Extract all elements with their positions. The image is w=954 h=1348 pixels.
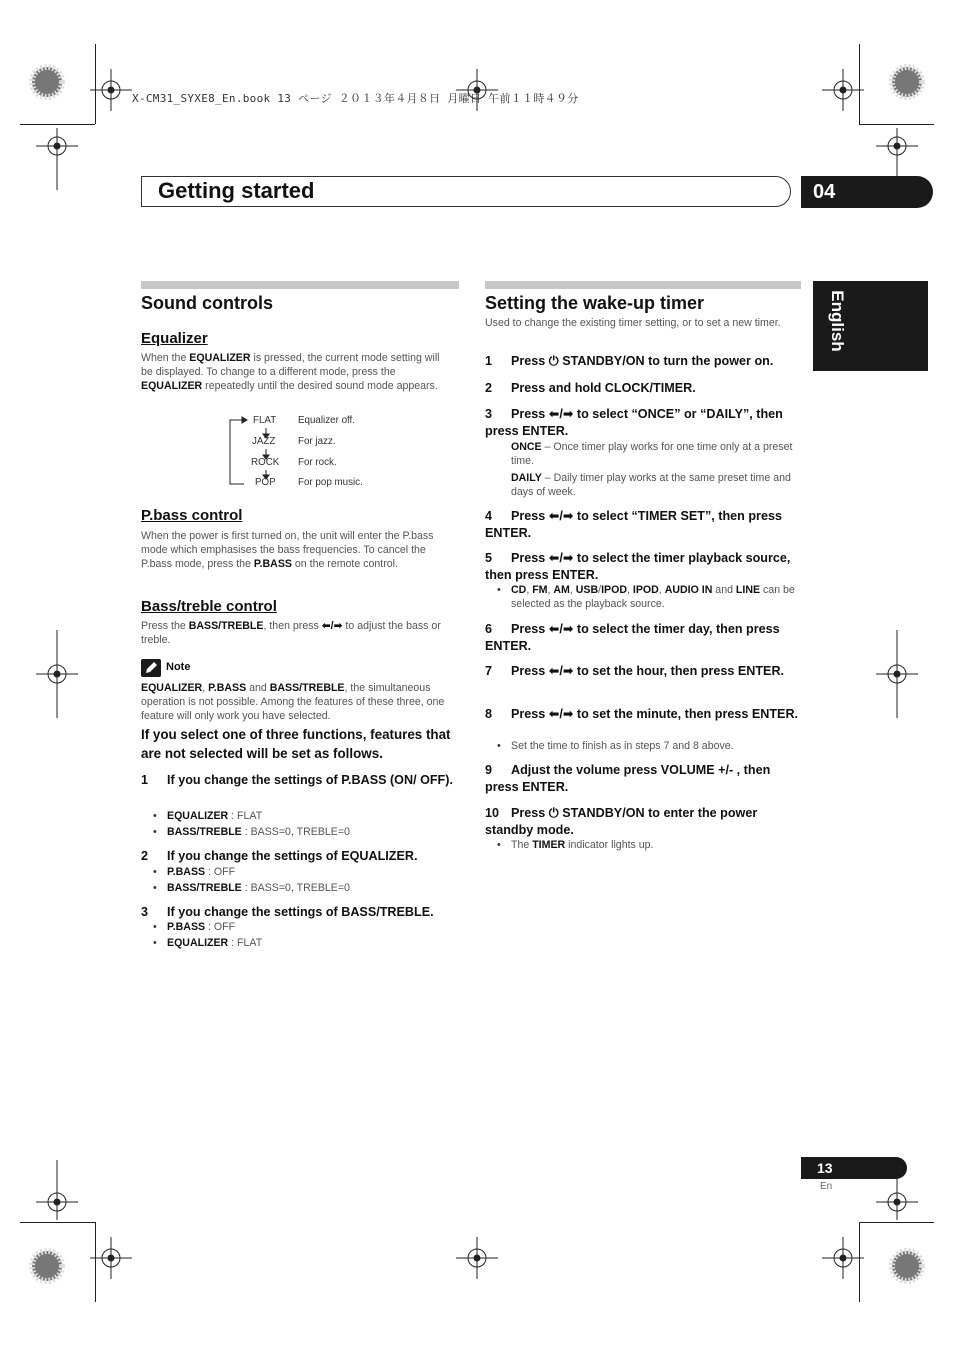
list-item: • EQUALIZER : FLAT [141, 935, 459, 951]
section-bar [485, 281, 801, 289]
step-number: 3 [141, 905, 149, 919]
page-language: En [820, 1181, 833, 1192]
step-text: Press ⬅/➡ to select “ONCE” or “DAILY”, then press ENTER. [485, 407, 783, 438]
right-step [485, 406, 801, 440]
step10-bullets [485, 837, 801, 853]
step-number: 1 [141, 773, 149, 787]
daily-description: DAILY – Daily timer play works at the same preset time and days of week. [511, 472, 791, 498]
registration-target [36, 128, 78, 190]
list-item: • EQUALIZER : FLAT [141, 808, 459, 824]
right-step [485, 353, 805, 370]
right-step [485, 508, 801, 542]
registration-target [90, 69, 132, 111]
eq-mode-name: POP [255, 477, 276, 488]
list-item: • Set the time to finish as in steps 7 and 8 above. [485, 738, 801, 754]
note-bold-text: If you select one of three functions, features that are not selected will be set as follows. [141, 727, 451, 761]
list-item: • CD, FM, AM, USB/IPOD, IPOD, AUDIO IN and LINE can be selected as the playback source. [485, 583, 801, 611]
registration-target [36, 1160, 78, 1220]
step-number: 9 [485, 763, 493, 777]
step-text: Press ⬅/➡ to set the hour, then press ENTER. [511, 664, 785, 678]
step-number: 8 [485, 707, 493, 721]
step-text: If you change the settings of EQUALIZER. [167, 849, 418, 863]
bass-treble-heading: Bass/treble control [141, 598, 277, 615]
note-text: EQUALIZER, P.BASS and BASS/TREBLE, the simultaneous operation is not possible. Among the features of these three, one feature will only work you have selected. [141, 682, 445, 722]
registration-target [822, 1237, 864, 1279]
sound-controls-title: Sound controls [141, 293, 273, 313]
book-info-line: X-CM31_SYXE8_En.book 13 ページ ２０１３年４月８日 月曜日 午前１１時４９分 [132, 92, 579, 105]
bass-treble-text: Press the BASS/TREBLE, then press ⬅/➡ to adjust the bass or treble. [141, 620, 441, 646]
registration-target [876, 630, 918, 718]
equalizer-text: When the EQUALIZER is pressed, the current mode setting will be displayed. To change to a different mode, press the EQUALIZER repeatedly until the desired sound mode appears. [141, 352, 440, 392]
eq-mode-desc: For jazz. [298, 436, 336, 447]
registration-target [36, 630, 78, 718]
list-item: • The TIMER indicator lights up. [485, 837, 801, 853]
pbass-heading: P.bass control [141, 507, 243, 524]
step-text: Press ⬅/➡ to select the timer day, then press ENTER. [485, 622, 780, 653]
step-number: 4 [485, 509, 493, 523]
eq-mode-name: JAZZ [252, 436, 276, 447]
once-description: ONCE – Once timer play works for one time only at a preset time. [511, 441, 793, 467]
language-tab-label: English [828, 290, 847, 352]
page-title: Getting started [158, 178, 315, 203]
step-number: 6 [485, 622, 493, 636]
language-tab [813, 281, 928, 371]
list-item: • BASS/TREBLE : BASS=0, TREBLE=0 [141, 880, 459, 896]
left-step-bullets [141, 864, 459, 896]
step8-bullets [485, 738, 801, 754]
list-item: • P.BASS : OFF [141, 864, 459, 880]
step-text: Press ⬅/➡ to set the minute, then press ENTER. [511, 707, 799, 721]
step-text: Press ⏻ STANDBY/ON to turn the power on. [511, 354, 774, 368]
note-label: Note [166, 661, 191, 673]
right-step [485, 805, 801, 839]
right-step [485, 762, 801, 796]
left-step [141, 772, 459, 789]
source-bullets [485, 583, 801, 611]
step-number: 1 [485, 354, 493, 368]
registration-target [822, 69, 864, 111]
left-step [141, 848, 459, 865]
right-step [485, 706, 801, 723]
registration-target [456, 1237, 498, 1279]
step-text: Press ⬅/➡ to select the timer playback source, then press ENTER. [485, 551, 791, 582]
step-text: If you change the settings of BASS/TREBLE. [167, 905, 434, 919]
step-number: 2 [485, 381, 493, 395]
registration-target [90, 1237, 132, 1279]
eq-mode-name: ROCK [251, 457, 280, 468]
step-number: 3 [485, 407, 493, 421]
eq-mode-desc: For pop music. [298, 477, 363, 488]
wake-up-timer-title: Setting the wake-up timer [485, 293, 705, 313]
eq-mode-desc: Equalizer off. [298, 415, 356, 426]
wake-up-timer-intro: Used to change the existing timer setting, or to set a new timer. [485, 317, 781, 329]
left-step-bullets [141, 919, 459, 951]
list-item: • BASS/TREBLE : BASS=0, TREBLE=0 [141, 824, 459, 840]
section-bar [141, 281, 459, 289]
step-text: Press and hold CLOCK/TIMER. [511, 381, 696, 395]
step-text: Press ⏻ STANDBY/ON to enter the power standby mode. [485, 806, 758, 837]
equalizer-heading: Equalizer [141, 330, 208, 347]
step-number: 7 [485, 664, 493, 678]
right-step [485, 621, 801, 655]
step-text: If you change the settings of P.BASS (ON/ OFF). [167, 773, 453, 787]
page-number: 13 [801, 1157, 907, 1179]
eq-mode-desc: For rock. [298, 457, 337, 468]
note-pencil-icon [141, 659, 161, 677]
step-number: 2 [141, 849, 149, 863]
right-step [485, 550, 801, 584]
chapter-number: 04 [801, 176, 933, 208]
step-number: 5 [485, 551, 493, 565]
list-item: • P.BASS : OFF [141, 919, 459, 935]
left-step-bullets [141, 808, 459, 840]
step-text: Press ⬅/➡ to select “TIMER SET”, then press ENTER. [485, 509, 782, 540]
pbass-text: When the power is first turned on, the unit will enter the P.bass mode which emphasises the bass frequencies. To cancel the P.bass mode, press the P.BASS on the remote control. [141, 530, 434, 570]
right-step [485, 380, 801, 397]
step-number: 10 [485, 806, 500, 820]
step-text: Adjust the volume press VOLUME +/- , then press ENTER. [485, 763, 771, 794]
eq-mode-name: FLAT [253, 415, 277, 426]
right-step [485, 663, 801, 680]
